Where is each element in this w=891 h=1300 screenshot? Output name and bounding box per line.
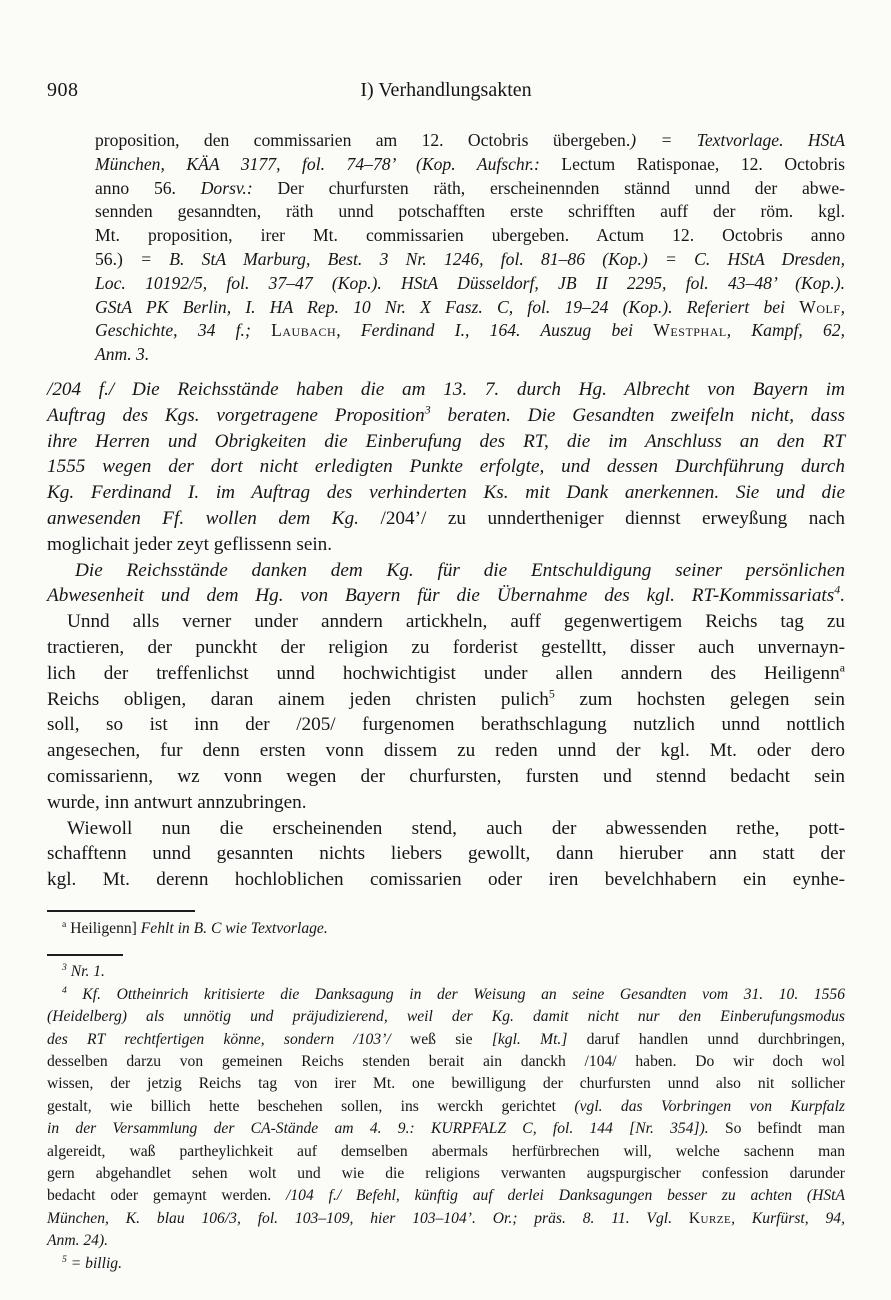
- text-segment: Kurze: [688, 1209, 732, 1227]
- text-segment: wurde, inn antwurt annzubringen.: [47, 791, 307, 813]
- text-segment: Abwesenheit und dem Hg. von Bayern für die Übernahme des kgl. RT-Kommissariats: [47, 585, 835, 607]
- text-line: [47, 1006, 845, 1028]
- variant-apparatus-rule: [47, 910, 195, 912]
- text-line: [47, 532, 845, 558]
- text-line: [47, 454, 845, 480]
- text-segment: GStA PK Berlin, I. HA Rep. 10 Nr. X Fasz. C, fol. 19–24 (Kop.). Referiert bei: [95, 296, 800, 317]
- text-line: [47, 1208, 845, 1230]
- text-segment: desselben darzu von gemeinen Reichs stenden berait ain danckh /104/ haben. Do wir doch wol: [47, 1052, 845, 1070]
- text-line: [47, 403, 845, 429]
- text-segment: Wiewoll nun die erscheinenden stend, auch der abwessenden rethe, pott-: [67, 817, 845, 839]
- text-line: [95, 319, 845, 343]
- text-line: [47, 764, 845, 790]
- text-segment: Nr. 1.: [66, 963, 105, 981]
- text-segment: Kg. Ferdinand I. im Auftrag des verhinderten Ks. mit Dank anerkennen. Sie und die: [47, 482, 845, 504]
- text-segment: schafftenn unnd gesannten nichts liebers gewollt, dann hieruber ann statt der: [47, 843, 845, 865]
- transcription-paragraph-1: [47, 609, 845, 815]
- text-segment: Loc. 10192/5, fol. 37–47 (Kop.). HStA Düsseldorf, JB II 2295, fol. 43–48’ (Kop.).: [95, 272, 845, 293]
- text-line: [47, 841, 845, 867]
- text-segment: 4: [62, 984, 67, 996]
- text-line: [95, 248, 845, 272]
- text-segment: 3: [424, 402, 431, 417]
- text-segment: Westphal: [653, 320, 727, 341]
- text-line: [47, 635, 845, 661]
- footnote-5: [47, 1253, 845, 1275]
- text-segment: (Heidelberg) als unnötig und präjudizierend, weil der Kg. damit nicht nur den Einberufungsmodus: [47, 1008, 845, 1026]
- text-segment: in der Versammlung der CA-Stände am 4. 9.: KURPFALZ C, fol. 144 [Nr. 354]).: [47, 1120, 725, 1138]
- text-line: [95, 272, 845, 296]
- text-line: [47, 1230, 845, 1252]
- text-line: [47, 961, 845, 983]
- variant-apparatus: [47, 918, 845, 940]
- summary-paragraph-2: [47, 558, 845, 610]
- footnote-apparatus: [47, 961, 845, 1275]
- footnote-rule: [47, 954, 123, 956]
- text-line: [47, 790, 845, 816]
- text-segment: München, KÄA 3177, fol. 74–78’ (Kop. Aufschr.:: [95, 153, 562, 174]
- text-line: [47, 609, 845, 635]
- text-line: [47, 661, 845, 687]
- text-segment: Laubach: [271, 320, 337, 341]
- text-segment: Reichs obligen, daran ainem jeden christen pulich: [47, 688, 549, 710]
- text-segment: Dorsv.:: [200, 177, 278, 198]
- text-line: [95, 177, 845, 201]
- text-segment: bedacht oder gemaynt werden.: [47, 1187, 287, 1205]
- text-segment: (vgl. das Vorbringen von Kurpfalz: [574, 1097, 846, 1115]
- text-segment: wissen, der jetzig Reichs tag von irer Mt. one bewilligung der churfursten unnd also nit sollicher: [47, 1075, 845, 1093]
- text-segment: Anm. 24).: [47, 1232, 109, 1250]
- text-segment: soll, so ist inn der /205/ furgenomen berathschlagung nutzlich unnd nottlich: [47, 714, 845, 736]
- text-segment: 3: [62, 962, 67, 974]
- text-segment: anno 56.: [95, 177, 201, 198]
- text-line: [47, 712, 845, 738]
- text-segment: des RT rechtfertigen könne, sondern /103’/: [47, 1030, 410, 1048]
- text-segment: tractieren, der punckht der religion zu forderist gestelltt, disser auch unvernayn-: [47, 636, 845, 658]
- text-segment: moglichait jeder zeyt geflissenn sein.: [47, 533, 333, 555]
- text-segment: Anm. 3.: [95, 344, 150, 365]
- main-text-block: [47, 129, 845, 893]
- text-segment: Mt. proposition, irer Mt. commissarien ubergeben. Actum 12. Octobris anno: [95, 225, 845, 246]
- text-line: [95, 296, 845, 320]
- text-segment: Fehlt in B. C wie Textvorlage.: [140, 919, 328, 937]
- text-segment: a: [839, 660, 845, 675]
- text-segment: weß sie: [409, 1030, 492, 1048]
- text-segment: , Kampf, 62,: [726, 320, 845, 341]
- text-column: [47, 129, 845, 1275]
- text-segment: Lectum Ratisponae, 12. Octobris: [561, 153, 845, 174]
- text-segment: kgl. Mt. derenn hochloblichen comissarien oder iren bevelchhabern ein eynhe-: [47, 869, 845, 891]
- text-line: [95, 129, 845, 153]
- text-segment: proposition, den commissarien am 12. Octobris übergeben.: [95, 130, 631, 150]
- text-segment: München, K. blau 106/3, fol. 103–109, hier 103–104’. Or.; präs. 8. 11. Vgl.: [47, 1209, 689, 1227]
- text-segment: Kf. Ottheinrich kritisierte die Danksagung in der Weisung an seine Gesandten vom 31. 10. 1556: [66, 985, 845, 1003]
- text-segment: Unnd alls verner under anndern artickheln, auff gegenwertigem Reichs tag zu: [67, 611, 845, 633]
- text-line: [47, 480, 845, 506]
- text-line: [47, 1118, 845, 1140]
- text-line: [47, 816, 845, 842]
- text-segment: /104 f./ Befehl, künftig auf derlei Danksagungen besser zu achten (HStA: [286, 1187, 845, 1205]
- text-line: [47, 1185, 845, 1207]
- text-segment: Auftrag des Kgs. vorgetragene Proposition: [47, 404, 425, 426]
- page-header: [47, 79, 845, 105]
- text-segment: /204 f./ Die Reichsstände haben die am 13. 7. durch Hg. Albrecht von Bayern im: [47, 378, 845, 400]
- text-segment: ) = Textvorlage. HStA: [630, 130, 845, 150]
- text-line: [47, 583, 845, 609]
- text-segment: 4: [834, 582, 841, 597]
- footnote-3: [47, 961, 845, 983]
- text-line: [47, 687, 845, 713]
- text-segment: comissarienn, wz vonn wegen der churfursten, fursten und stennd bedacht sein: [47, 765, 845, 787]
- text-line: [47, 506, 845, 532]
- text-line: [47, 377, 845, 403]
- page-number: 908: [47, 79, 79, 101]
- text-segment: sennden gesanndten, räth unnd potschafften erste schrifften auff der röm. kgl.: [95, 201, 845, 222]
- text-segment: , Ferdinand I., 164. Auszug bei: [336, 320, 654, 341]
- text-segment: lich der treffenlichst unnd hochwichtigist under allen anndern des Heiligenn: [47, 662, 840, 684]
- text-segment: Heiligenn]: [66, 919, 141, 937]
- transcription-paragraph-2: [47, 816, 845, 893]
- source-description-note: [47, 129, 845, 367]
- text-line: [47, 1141, 845, 1163]
- text-segment: a: [62, 918, 67, 930]
- text-line: [47, 1029, 845, 1051]
- text-line: [47, 1163, 845, 1185]
- text-line: [47, 558, 845, 584]
- text-segment: .: [840, 585, 845, 607]
- text-segment: Wolf: [799, 296, 841, 317]
- running-header: I) Verhandlungsakten: [360, 79, 532, 101]
- footnote-4: [47, 984, 845, 1253]
- text-segment: anwesenden Ff. wollen dem Kg.: [47, 507, 381, 529]
- text-segment: gestalt, wie billich hette beschehen sollen, ins werckh gerichtet: [47, 1097, 575, 1115]
- text-segment: So befindt man: [724, 1120, 845, 1138]
- text-line: [47, 1051, 845, 1073]
- text-line: [47, 867, 845, 893]
- text-segment: 5: [548, 686, 555, 701]
- text-segment: Die Reichsstände danken dem Kg. für die Entschuldigung seiner persönlichen: [75, 559, 845, 581]
- text-segment: , Kurfürst, 94,: [731, 1209, 845, 1227]
- text-line: [47, 984, 845, 1006]
- text-segment: ihre Herren und Obrigkeiten die Einberufung des RT, die im Anschluss an den RT: [47, 430, 845, 452]
- text-segment: ,: [840, 296, 845, 317]
- text-segment: 5: [62, 1253, 67, 1265]
- text-segment: [kgl. Mt.]: [491, 1030, 587, 1048]
- summary-paragraph-1: [47, 377, 845, 558]
- text-line: [95, 343, 845, 367]
- text-segment: = B. StA Marburg, Best. 3 Nr. 1246, fol. 81–86 (Kop.) = C. HStA Dresden,: [140, 248, 845, 269]
- text-line: [95, 153, 845, 177]
- variant-note-a: [47, 918, 845, 940]
- text-segment: algereidt, waß partheylichkeit auf demselben abermals herfürbrechen will, welche sachenn man: [47, 1142, 845, 1160]
- text-line: [47, 429, 845, 455]
- text-line: [47, 1096, 845, 1118]
- text-segment: Der churfursten räth, erscheinennden stännd unnd der abwe-: [277, 177, 845, 198]
- text-segment: gern abgehandlet sehen wolt und wie die religions verwanten augspurgischer confession darunder: [47, 1164, 845, 1182]
- text-line: [47, 918, 845, 940]
- text-segment: /204’/ zu unndertheniger diennst erweyßung nach: [380, 507, 845, 529]
- text-line: [95, 224, 845, 248]
- text-segment: 56.): [95, 248, 141, 269]
- text-segment: Geschichte, 34 f.;: [95, 320, 272, 341]
- text-segment: 1555 wegen der dort nicht erledigten Punkte erfolgte, und dessen Durchführung durch: [47, 456, 845, 478]
- text-line: [47, 1073, 845, 1095]
- text-segment: angesechen, fur denn ersten vonn dissem zu reden unnd der kgl. Mt. oder dero: [47, 740, 845, 762]
- text-line: [47, 1253, 845, 1275]
- text-line: [47, 738, 845, 764]
- text-segment: zum hochsten gelegen sein: [554, 688, 845, 710]
- text-line: [95, 200, 845, 224]
- text-segment: beraten. Die Gesandten zweifeln nicht, dass: [430, 404, 846, 426]
- text-segment: daruf handlen unnd durchbringen,: [586, 1030, 845, 1048]
- text-segment: = billig.: [66, 1254, 122, 1272]
